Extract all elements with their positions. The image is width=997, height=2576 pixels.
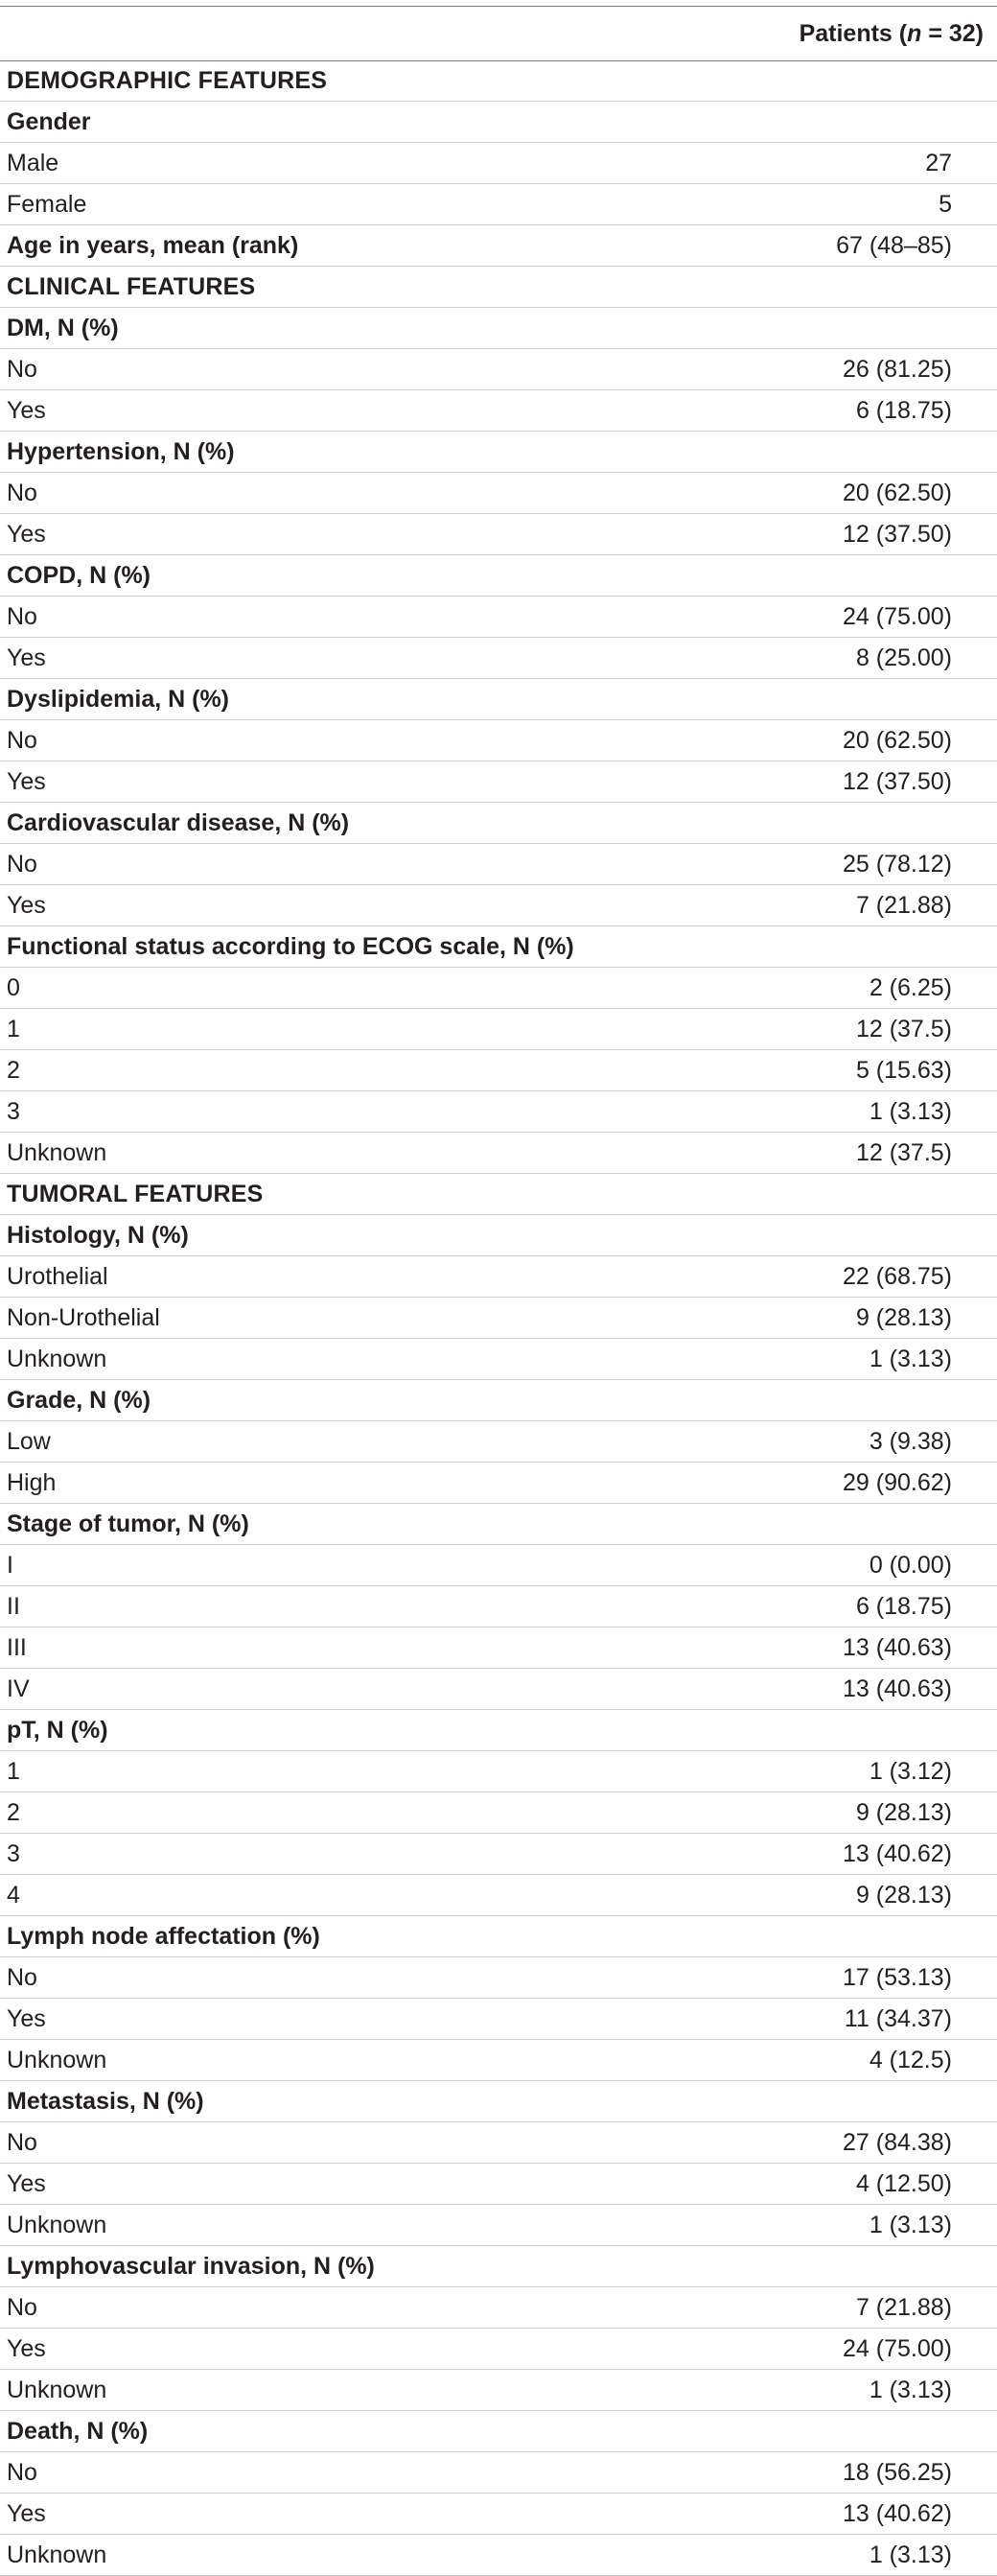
row-value: 1 (3.12) bbox=[869, 1758, 952, 1785]
group-header-row bbox=[0, 555, 997, 597]
group-header-row bbox=[0, 1380, 997, 1421]
table-row bbox=[0, 390, 997, 432]
table-row bbox=[0, 1875, 997, 1916]
row-label: No bbox=[7, 480, 37, 506]
row-label: DEMOGRAPHIC FEATURES bbox=[7, 67, 328, 94]
row-value: 13 (40.63) bbox=[843, 1675, 952, 1702]
table-row bbox=[0, 1999, 997, 2040]
table-row bbox=[0, 143, 997, 184]
row-value: 13 (40.63) bbox=[843, 1634, 952, 1661]
table-row bbox=[0, 638, 997, 679]
table-row bbox=[0, 2329, 997, 2370]
row-value: 1 (3.13) bbox=[869, 2377, 952, 2403]
group-header-row bbox=[0, 2081, 997, 2122]
table-row bbox=[0, 1957, 997, 1999]
row-value: 1 (3.13) bbox=[869, 2541, 952, 2568]
row-label: No bbox=[7, 603, 37, 630]
table-row bbox=[0, 184, 997, 225]
row-label: High bbox=[7, 1469, 57, 1496]
row-label: Yes bbox=[7, 2335, 46, 2362]
table-row bbox=[0, 2205, 997, 2246]
table-row bbox=[0, 2494, 997, 2535]
row-label: No bbox=[7, 727, 37, 754]
group-header-row bbox=[0, 803, 997, 844]
row-value: 27 (84.38) bbox=[843, 2129, 952, 2156]
row-value: 29 (90.62) bbox=[843, 1469, 952, 1496]
row-value: 5 (15.63) bbox=[855, 1057, 952, 1084]
row-label: Cardiovascular disease, N (%) bbox=[7, 809, 350, 836]
group-header-row bbox=[0, 2411, 997, 2452]
row-value: 2 (6.25) bbox=[869, 974, 952, 1001]
row-label: Metastasis, N (%) bbox=[7, 2088, 204, 2115]
row-label: Yes bbox=[7, 2170, 46, 2197]
table-row bbox=[0, 349, 997, 390]
header-prefix: Patients ( bbox=[799, 20, 908, 47]
row-value: 12 (37.5) bbox=[855, 1139, 952, 1166]
section-header-row bbox=[0, 267, 997, 308]
n-symbol: n bbox=[907, 20, 922, 47]
row-label: Urothelial bbox=[7, 1263, 108, 1290]
row-label: Unknown bbox=[7, 2212, 107, 2238]
row-label: 0 bbox=[7, 974, 20, 1001]
row-label: Non-Urothelial bbox=[7, 1304, 160, 1331]
row-label: Unknown bbox=[7, 1139, 107, 1166]
table-row bbox=[0, 1091, 997, 1133]
row-label: Yes bbox=[7, 768, 46, 795]
row-label: Histology, N (%) bbox=[7, 1222, 189, 1249]
row-label: Yes bbox=[7, 2005, 46, 2032]
row-value: 9 (28.13) bbox=[855, 1799, 952, 1826]
table-row bbox=[0, 1586, 997, 1628]
row-value: 25 (78.12) bbox=[843, 851, 952, 878]
row-label: No bbox=[7, 356, 37, 383]
row-label: 1 bbox=[7, 1758, 20, 1785]
table-row bbox=[0, 2370, 997, 2411]
table-row bbox=[0, 597, 997, 638]
group-header-row bbox=[0, 225, 997, 267]
row-label: II bbox=[7, 1593, 20, 1620]
row-value: 17 (53.13) bbox=[843, 1964, 952, 1991]
header-suffix: = 32) bbox=[921, 20, 984, 47]
table-row bbox=[0, 720, 997, 761]
table-row bbox=[0, 2040, 997, 2081]
table-row bbox=[0, 473, 997, 514]
row-label: COPD, N (%) bbox=[7, 562, 151, 589]
row-value: 4 (12.5) bbox=[869, 2047, 952, 2073]
row-label: Lymph node affectation (%) bbox=[7, 1923, 320, 1950]
row-label: 2 bbox=[7, 1057, 20, 1084]
row-label: Yes bbox=[7, 2500, 46, 2527]
table-row bbox=[0, 2287, 997, 2329]
table-row bbox=[0, 1792, 997, 1834]
row-label: 2 bbox=[7, 1799, 20, 1826]
row-label: I bbox=[7, 1552, 13, 1579]
row-value: 20 (62.50) bbox=[843, 480, 952, 506]
row-label: No bbox=[7, 2294, 37, 2321]
group-header-row bbox=[0, 1710, 997, 1751]
row-value: 13 (40.62) bbox=[843, 1840, 952, 1867]
group-header-row bbox=[0, 308, 997, 349]
row-label: III bbox=[7, 1634, 27, 1661]
row-label: Dyslipidemia, N (%) bbox=[7, 686, 229, 713]
row-value: 20 (62.50) bbox=[843, 727, 952, 754]
row-label: Death, N (%) bbox=[7, 2418, 149, 2445]
table-row bbox=[0, 1545, 997, 1586]
row-label: No bbox=[7, 2129, 37, 2156]
row-label: Stage of tumor, N (%) bbox=[7, 1510, 249, 1537]
table-row bbox=[0, 1628, 997, 1669]
row-label: pT, N (%) bbox=[7, 1717, 108, 1744]
row-value: 26 (81.25) bbox=[843, 356, 952, 383]
row-value: 12 (37.5) bbox=[855, 1016, 952, 1042]
table-row bbox=[0, 1298, 997, 1339]
row-label: Hypertension, N (%) bbox=[7, 438, 235, 465]
table-row bbox=[0, 844, 997, 885]
row-label: No bbox=[7, 2459, 37, 2486]
row-value: 27 bbox=[925, 150, 952, 176]
table-header bbox=[0, 6, 997, 60]
row-value: 5 bbox=[939, 191, 952, 218]
section-header-row bbox=[0, 1174, 997, 1215]
row-label: Female bbox=[7, 191, 87, 218]
row-label: Low bbox=[7, 1428, 51, 1455]
table-row bbox=[0, 2535, 997, 2576]
row-value: 9 (28.13) bbox=[855, 1304, 952, 1331]
row-label: TUMORAL FEATURES bbox=[7, 1181, 264, 1207]
table-row bbox=[0, 2452, 997, 2494]
row-label: Age in years, mean (rank) bbox=[7, 232, 299, 259]
row-label: 3 bbox=[7, 1840, 20, 1867]
table-row bbox=[0, 1009, 997, 1050]
row-label: 4 bbox=[7, 1882, 20, 1909]
table-row bbox=[0, 1339, 997, 1380]
group-header-row bbox=[0, 2246, 997, 2287]
row-label: Yes bbox=[7, 397, 46, 424]
group-header-row bbox=[0, 926, 997, 968]
row-label: 1 bbox=[7, 1016, 20, 1042]
group-header-row bbox=[0, 1215, 997, 1256]
table-row bbox=[0, 1834, 997, 1875]
row-label: Gender bbox=[7, 108, 91, 135]
row-value: 24 (75.00) bbox=[843, 2335, 952, 2362]
row-value: 9 (28.13) bbox=[855, 1882, 952, 1909]
table-row bbox=[0, 968, 997, 1009]
row-label: Unknown bbox=[7, 2047, 107, 2073]
row-label: Yes bbox=[7, 644, 46, 671]
table-row bbox=[0, 2122, 997, 2164]
table-row bbox=[0, 1751, 997, 1792]
row-label: Functional status according to ECOG scale, N (%) bbox=[7, 933, 574, 960]
row-value: 3 (9.38) bbox=[869, 1428, 952, 1455]
row-label: 3 bbox=[7, 1098, 20, 1125]
row-value: 1 (3.13) bbox=[869, 1098, 952, 1125]
group-header-row bbox=[0, 432, 997, 473]
row-label: IV bbox=[7, 1675, 30, 1702]
row-value: 7 (21.88) bbox=[855, 2294, 952, 2321]
table-row bbox=[0, 885, 997, 926]
row-value: 22 (68.75) bbox=[843, 1263, 952, 1290]
row-label: Unknown bbox=[7, 2377, 107, 2403]
table-row bbox=[0, 1050, 997, 1091]
group-header-row bbox=[0, 1504, 997, 1545]
table-row bbox=[0, 1256, 997, 1298]
row-label: Unknown bbox=[7, 1346, 107, 1372]
row-value: 1 (3.13) bbox=[869, 2212, 952, 2238]
row-label: DM, N (%) bbox=[7, 315, 119, 341]
table-row bbox=[0, 2164, 997, 2205]
patients-column-header bbox=[800, 20, 984, 48]
row-label: CLINICAL FEATURES bbox=[7, 273, 256, 300]
table-row bbox=[0, 1463, 997, 1504]
table-row bbox=[0, 761, 997, 803]
group-header-row bbox=[0, 102, 997, 143]
row-value: 18 (56.25) bbox=[843, 2459, 952, 2486]
table-row bbox=[0, 1669, 997, 1710]
row-value: 6 (18.75) bbox=[855, 397, 952, 424]
row-label: Yes bbox=[7, 892, 46, 919]
row-value: 6 (18.75) bbox=[855, 1593, 952, 1620]
row-label: Lymphovascular invasion, N (%) bbox=[7, 2253, 375, 2280]
row-label: Unknown bbox=[7, 2541, 107, 2568]
row-value: 67 (48–85) bbox=[836, 232, 952, 259]
row-value: 12 (37.50) bbox=[843, 521, 952, 548]
table-row bbox=[0, 1133, 997, 1174]
row-value: 7 (21.88) bbox=[855, 892, 952, 919]
row-value: 24 (75.00) bbox=[843, 603, 952, 630]
row-value: 8 (25.00) bbox=[855, 644, 952, 671]
row-value: 12 (37.50) bbox=[843, 768, 952, 795]
row-label: No bbox=[7, 851, 37, 878]
row-value: 11 (34.37) bbox=[844, 2005, 952, 2032]
row-label: No bbox=[7, 1964, 37, 1991]
row-label: Male bbox=[7, 150, 59, 176]
table-row bbox=[0, 514, 997, 555]
row-label: Yes bbox=[7, 521, 46, 548]
row-value: 1 (3.13) bbox=[869, 1346, 952, 1372]
section-header-row bbox=[0, 60, 997, 102]
table-row bbox=[0, 1421, 997, 1463]
row-value: 0 (0.00) bbox=[869, 1552, 952, 1579]
row-label: Grade, N (%) bbox=[7, 1387, 151, 1414]
group-header-row bbox=[0, 679, 997, 720]
row-value: 4 (12.50) bbox=[855, 2170, 952, 2197]
row-value: 13 (40.62) bbox=[843, 2500, 952, 2527]
group-header-row bbox=[0, 1916, 997, 1957]
